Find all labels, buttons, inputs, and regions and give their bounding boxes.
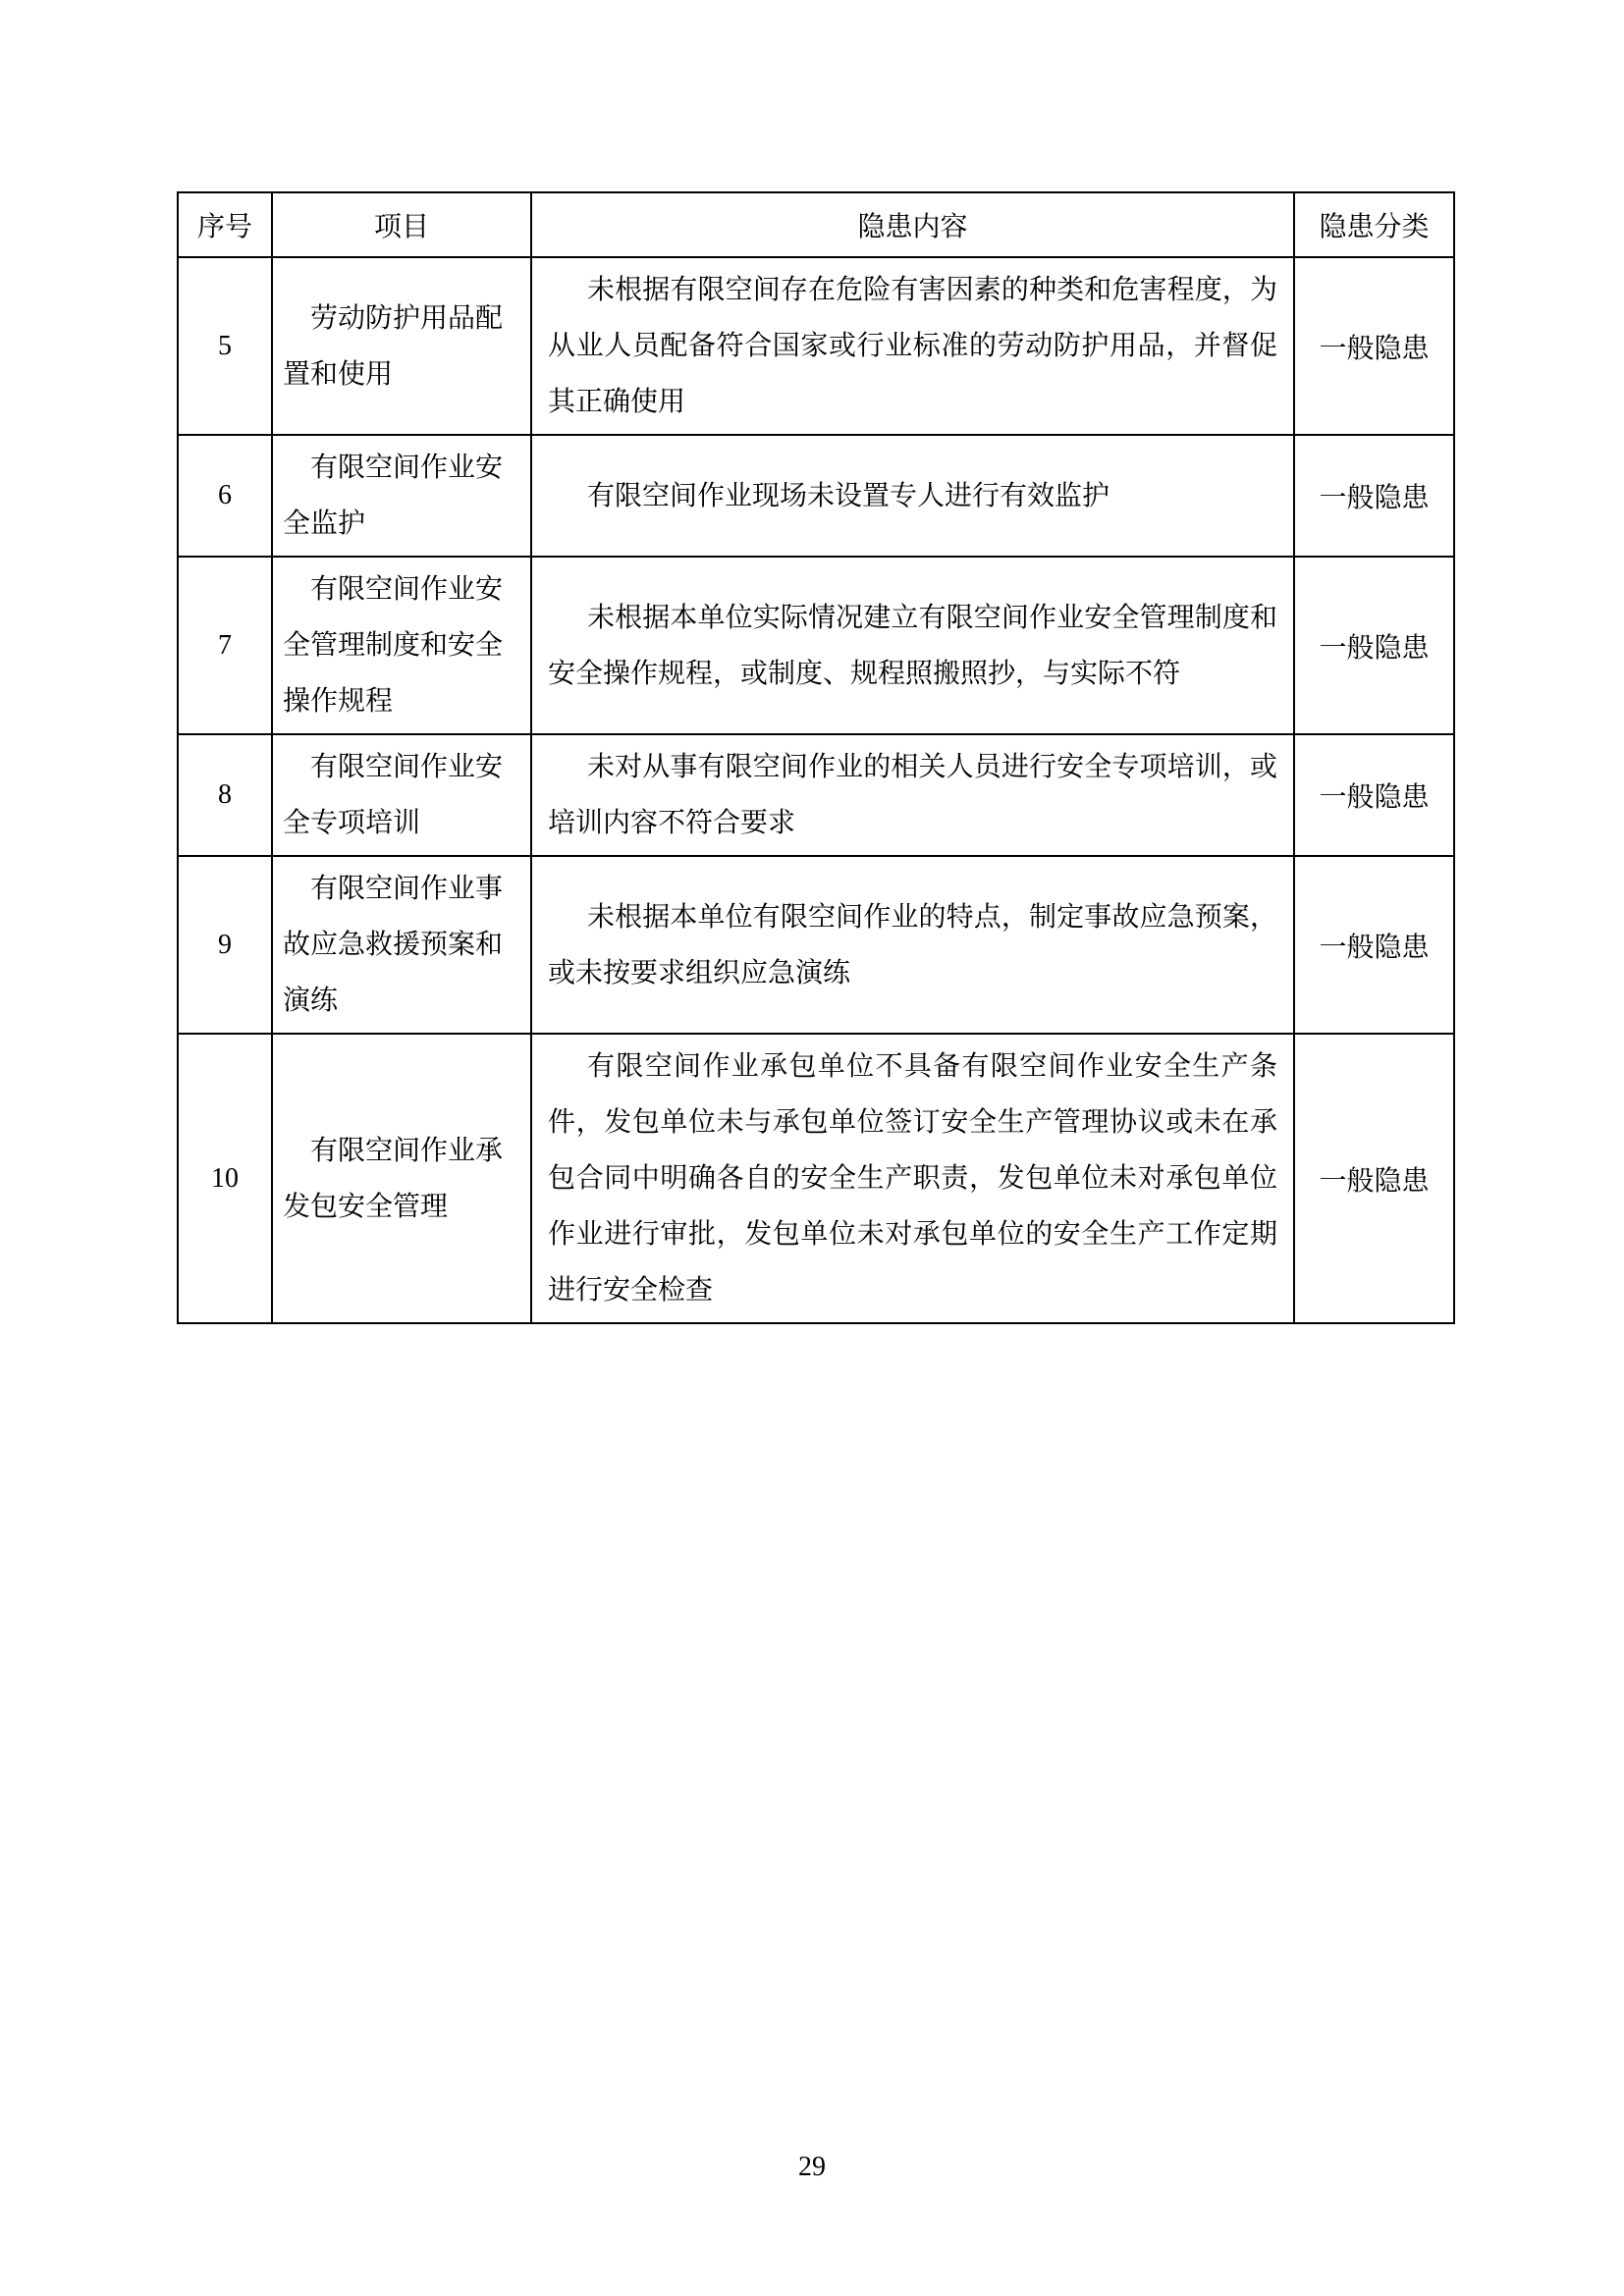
cell-hazard-category: 一般隐患 — [1294, 856, 1454, 1034]
page-number: 29 — [798, 2152, 826, 2182]
cell-hazard-category: 一般隐患 — [1294, 1034, 1454, 1323]
header-hazard-content: 隐患内容 — [531, 192, 1294, 257]
cell-serial-number: 9 — [178, 856, 272, 1034]
cell-item: 有限空间作业安全专项培训 — [272, 734, 531, 856]
cell-hazard-category: 一般隐患 — [1294, 257, 1454, 435]
cell-item: 劳动防护用品配置和使用 — [272, 257, 531, 435]
cell-hazard-content: 未对从事有限空间作业的相关人员进行安全专项培训，或培训内容不符合要求 — [531, 734, 1294, 856]
cell-item: 有限空间作业承发包安全管理 — [272, 1034, 531, 1323]
cell-serial-number: 6 — [178, 435, 272, 557]
cell-hazard-content: 未根据本单位有限空间作业的特点，制定事故应急预案，或未按要求组织应急演练 — [531, 856, 1294, 1034]
table-row — [178, 557, 1454, 734]
cell-hazard-category: 一般隐患 — [1294, 557, 1454, 734]
cell-hazard-content: 有限空间作业承包单位不具备有限空间作业安全生产条件，发包单位未与承包单位签订安全生产管理协议或未在承包合同中明确各自的安全生产职责，发包单位未对承包单位作业进行审批，发包单位未对承包单位的安全生产工作定期进行安全检查 — [531, 1034, 1294, 1323]
cell-hazard-content: 未根据本单位实际情况建立有限空间作业安全管理制度和安全操作规程，或制度、规程照搬照抄，与实际不符 — [531, 557, 1294, 734]
cell-hazard-category: 一般隐患 — [1294, 435, 1454, 557]
cell-serial-number: 7 — [178, 557, 272, 734]
header-hazard-category: 隐患分类 — [1294, 192, 1454, 257]
header-serial-number: 序号 — [178, 192, 272, 257]
table-header-row — [178, 192, 1454, 257]
table-row — [178, 734, 1454, 856]
cell-hazard-category: 一般隐患 — [1294, 734, 1454, 856]
table-row — [178, 856, 1454, 1034]
table-row — [178, 257, 1454, 435]
cell-hazard-content: 未根据有限空间存在危险有害因素的种类和危害程度，为从业人员配备符合国家或行业标准的劳动防护用品，并督促其正确使用 — [531, 257, 1294, 435]
cell-hazard-content: 有限空间作业现场未设置专人进行有效监护 — [531, 435, 1294, 557]
cell-serial-number: 5 — [178, 257, 272, 435]
table-row — [178, 435, 1454, 557]
cell-item: 有限空间作业安全管理制度和安全操作规程 — [272, 557, 531, 734]
cell-item: 有限空间作业安全监护 — [272, 435, 531, 557]
cell-item: 有限空间作业事故应急救援预案和演练 — [272, 856, 531, 1034]
header-item: 项目 — [272, 192, 531, 257]
cell-serial-number: 8 — [178, 734, 272, 856]
table-row — [178, 1034, 1454, 1323]
cell-serial-number: 10 — [178, 1034, 272, 1323]
hazard-table — [177, 191, 1455, 1324]
